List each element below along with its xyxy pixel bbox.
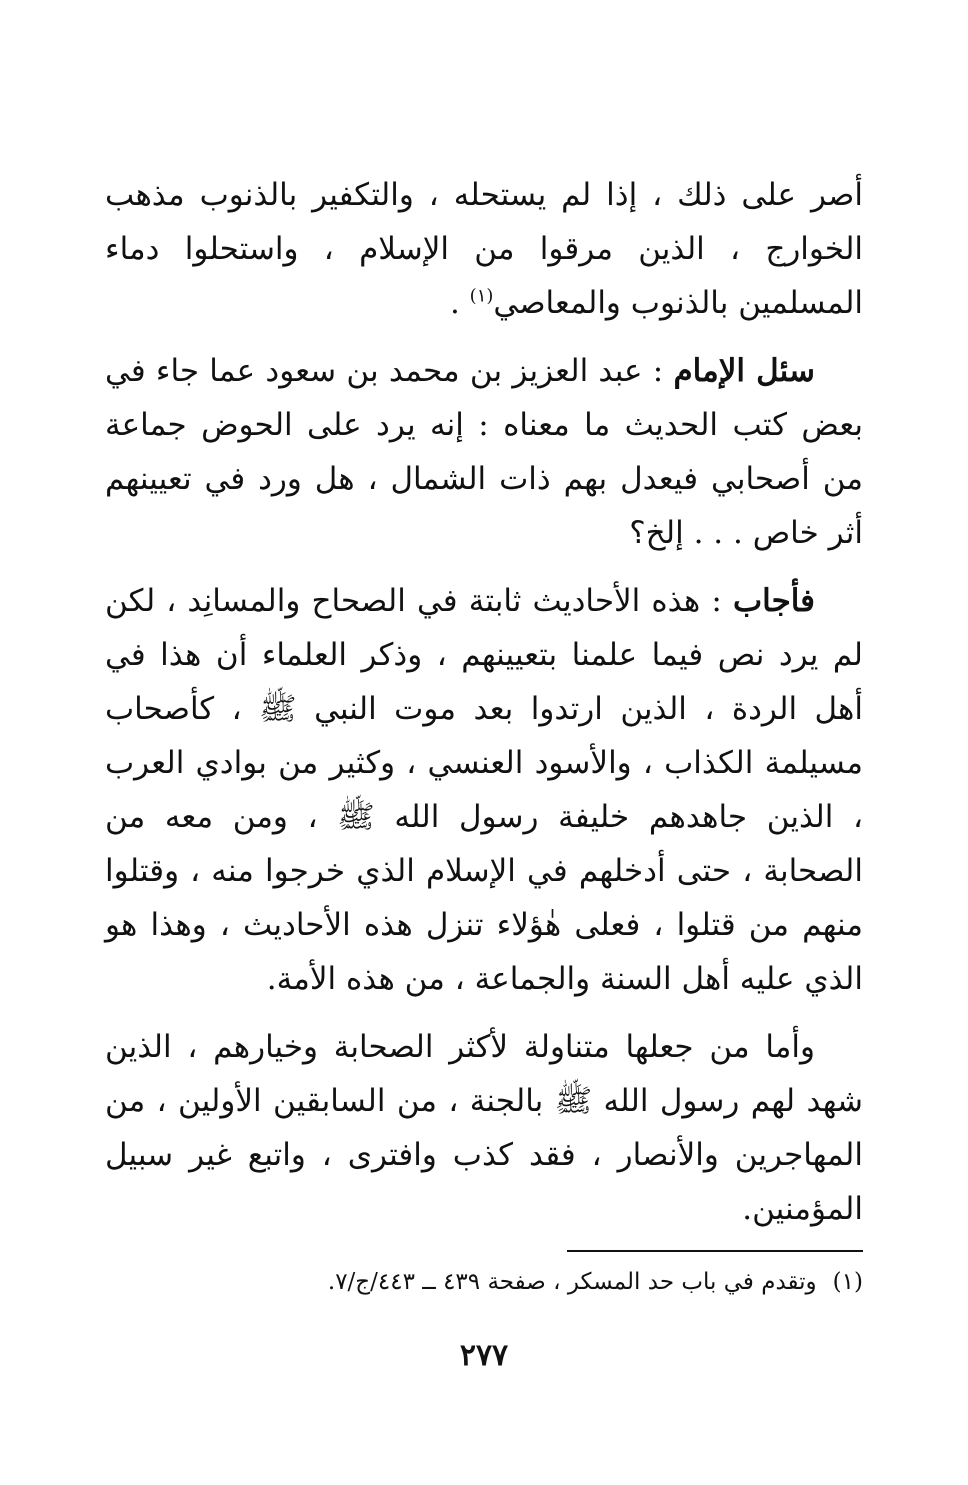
paragraph-3-lead: فأجاب — [732, 583, 815, 619]
paragraph-1 — [105, 168, 863, 330]
paragraph-3-text: : هذه الأحاديث ثابتة في الصحاح والمسانِد ، لكن لم يرد نص فيما علمنا بتعيينهم ، وذكر العلماء أن هذا في أهل الردة ، الذين ارتدوا بعد موت النبي ﷺ ، كأصحاب مسيلمة الكذاب ، والأسود العنسي ، وكثير من بوادي العرب ، الذين جاهدهم خليفة رسول الله ﷺ ، ومن معه من الصحابة ، حتى أدخلهم في الإسلام الذي خرجوا منه ، وقتلوا منهم من قتلوا ، فعلى هٰؤلاء تنزل هذه الأحاديث ، وهذا هو الذي عليه أهل السنة والجماعة ، من هذه الأمة. — [105, 583, 863, 997]
paragraph-2 — [105, 344, 863, 560]
paragraph-4-text: وأما من جعلها متناولة لأكثر الصحابة وخيارهم ، الذين شهد لهم رسول الله ﷺ بالجنة ، من السابقين الأولين ، من المهاجرين والأنصار ، فقد كذب وافترى ، واتبع غير سبيل المؤمنين. — [105, 1029, 863, 1227]
footnote-marker: (١) — [832, 1269, 863, 1295]
paragraph-2-text: : عبد العزيز بن محمد بن سعود عما جاء في بعض كتب الحديث ما معناه : إنه يرد على الحوض جماعة من أصحابي فيعدل بهم ذات الشمال ، هل ورد في تعيينهم أثر خاص . . . إلخ؟ — [105, 353, 863, 551]
page-number: ٢٧٧ — [459, 1338, 509, 1373]
footnote-reference: (١) — [469, 285, 494, 307]
paragraph-1-text: أصر على ذلك ، إذا لم يستحله ، والتكفير بالذنوب مذهب الخوارج ، الذين مرقوا من الإسلام ، واستحلوا دماء المسلمين بالذنوب والمعاصي — [105, 177, 863, 321]
main-text — [105, 168, 863, 1250]
footnote-divider — [567, 1250, 863, 1252]
paragraph-1-tail: . — [449, 285, 470, 321]
paragraph-2-lead: سئل الإمام — [673, 353, 815, 389]
paragraph-3 — [105, 574, 863, 1006]
footnote-text: وتقدم في باب حد المسكر ، صفحة ٤٣٩ ــ ٤٤٣/ج/٧. — [327, 1269, 817, 1295]
footnote — [105, 1262, 863, 1302]
paragraph-4 — [105, 1020, 863, 1236]
